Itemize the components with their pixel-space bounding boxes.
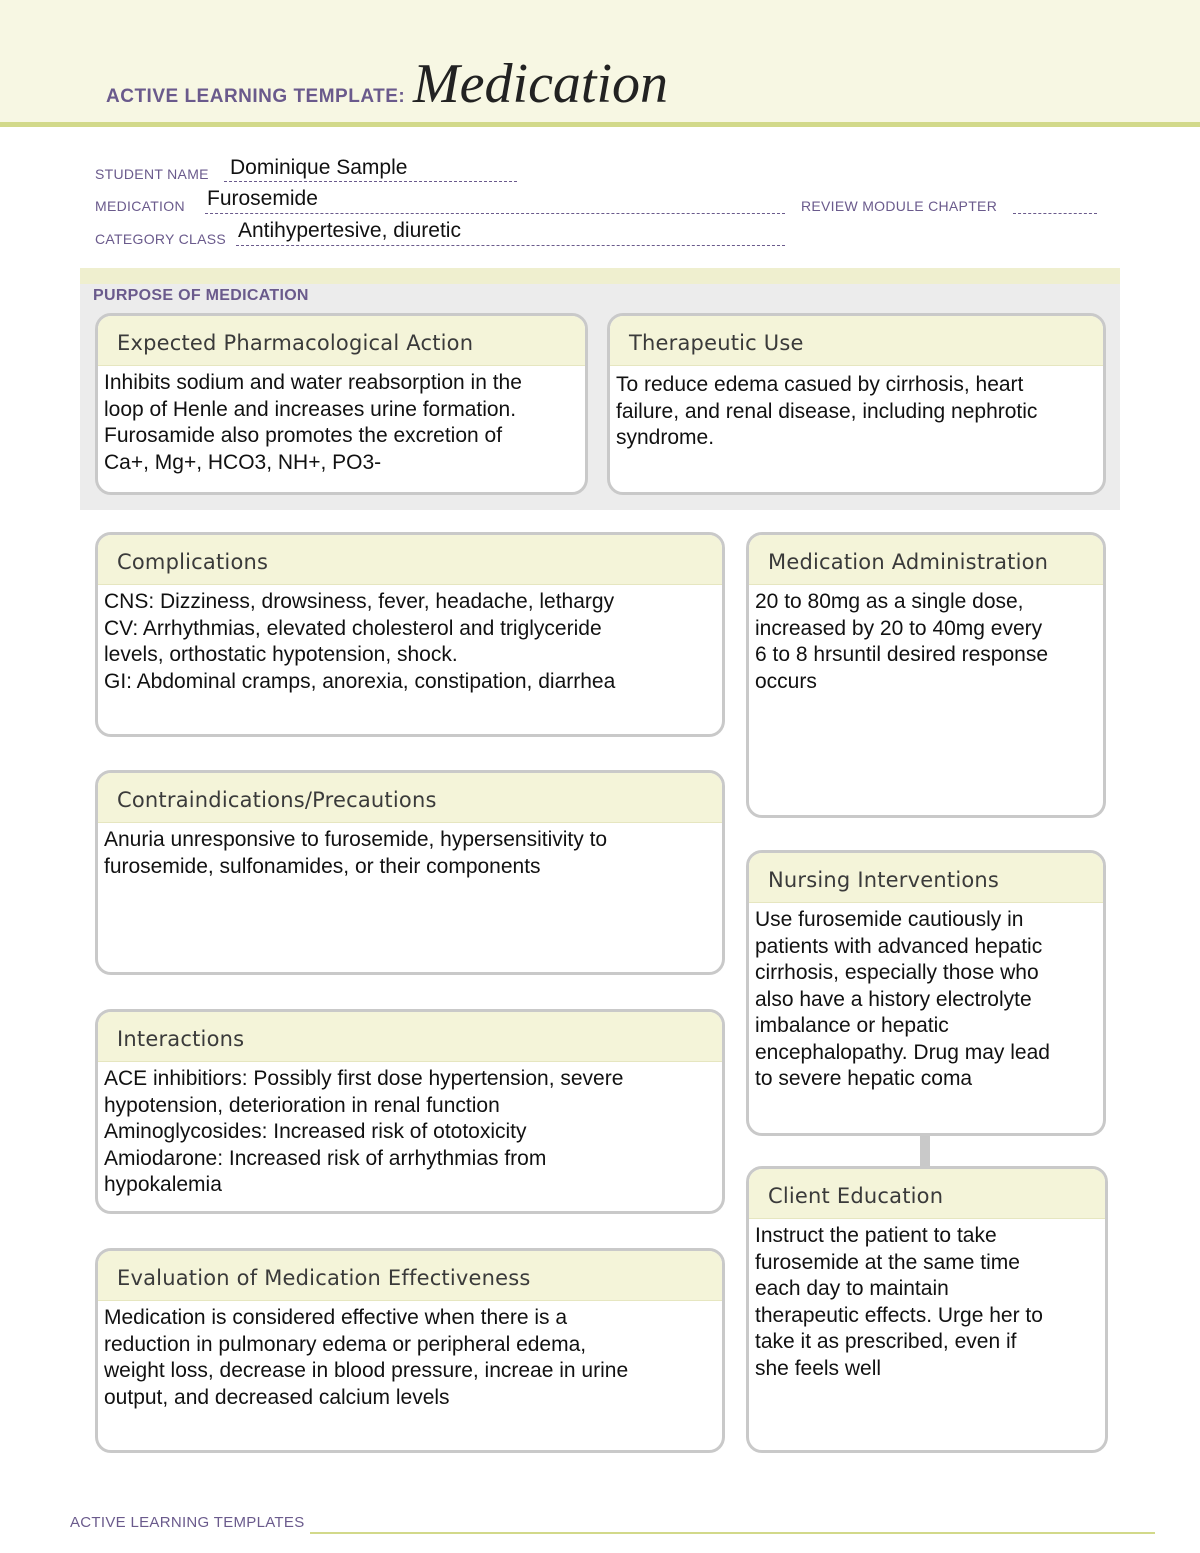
medication-field[interactable]: Furosemide — [207, 187, 318, 210]
administration-card — [746, 532, 1106, 818]
therapeutic-use-card — [607, 313, 1106, 495]
student-name-line — [224, 181, 517, 182]
evaluation-text[interactable]: Medication is considered effective when there is a reduction in pulmonary edema or peripheral edema, weight loss, decrease in blood pressure, increae in urine output, and decreased calcium levels — [104, 1306, 629, 1409]
complications-title: Complications — [98, 535, 722, 585]
therapeutic-use-title: Therapeutic Use — [610, 316, 1103, 366]
contraindications-title: Contraindications/Precautions — [98, 773, 722, 823]
interactions-text[interactable]: ACE inhibitiors: Possibly first dose hypertension, severe hypotension, deterioration in renal function Aminoglycosides: Increased risk of ototoxicity Amiodarone: Increased risk of arrhythmias from hypokalemia — [104, 1067, 624, 1196]
student-name-label: STUDENT NAME — [95, 166, 209, 182]
student-name-field[interactable]: Dominique Sample — [230, 156, 408, 179]
evaluation-card — [95, 1248, 725, 1453]
category-class-label: CATEGORY CLASS — [95, 231, 227, 247]
interactions-title: Interactions — [98, 1012, 722, 1062]
complications-card — [95, 532, 725, 737]
category-class-field[interactable]: Antihypertesive, diuretic — [238, 219, 461, 242]
medication-line — [205, 213, 785, 214]
medication-label: MEDICATION — [95, 198, 185, 214]
nursing-interventions-card — [746, 850, 1106, 1136]
purpose-heading: PURPOSE OF MEDICATION — [93, 287, 309, 304]
administration-text[interactable]: 20 to 80mg as a single dose, increased by 20 to 40mg every 6 to 8 hrsuntil desired response occurs — [755, 590, 1049, 693]
header-divider — [0, 122, 1200, 127]
template-prefix: ACTIVE LEARNING TEMPLATE: — [106, 86, 406, 107]
evaluation-title: Evaluation of Medication Effectiveness — [98, 1251, 722, 1301]
section-connector — [920, 1136, 930, 1166]
expected-action-text[interactable]: Inhibits sodium and water reabsorption in the loop of Henle and increases urine formation. Furosamide also promotes the excretion of Ca+, Mg+, HCO3, NH+, PO3- — [104, 371, 522, 474]
page-title: Medication — [413, 53, 669, 115]
contraindications-text[interactable]: Anuria unresponsive to furosemide, hypersensitivity to furosemide, sulfonamides, or their components — [104, 828, 608, 878]
client-education-card — [746, 1166, 1108, 1453]
footer-label: ACTIVE LEARNING TEMPLATES — [70, 1514, 305, 1531]
interactions-card — [95, 1009, 725, 1214]
expected-action-card — [95, 313, 588, 495]
administration-title: Medication Administration — [749, 535, 1103, 585]
nursing-interventions-text[interactable]: Use furosemide cautiously in patients with advanced hepatic cirrhosis, especially those who also have a history electrolyte imbalance or hepatic encephalopathy. Drug may lead to severe hepatic coma — [755, 908, 1050, 1090]
review-module-label: REVIEW MODULE CHAPTER — [801, 198, 998, 214]
review-module-field[interactable] — [1013, 213, 1097, 214]
contraindications-card — [95, 770, 725, 975]
therapeutic-use-text[interactable]: To reduce edema casued by cirrhosis, heart failure, and renal disease, including nephrotic syndrome. — [616, 373, 1038, 449]
category-class-line — [236, 245, 785, 246]
client-education-title: Client Education — [749, 1169, 1105, 1219]
footer-divider — [310, 1532, 1155, 1534]
client-education-text[interactable]: Instruct the patient to take furosemide at the same time each day to maintain therapeutic effects. Urge her to take it as prescribed, even if she feels well — [755, 1224, 1043, 1380]
complications-text[interactable]: CNS: Dizziness, drowsiness, fever, headache, lethargy CV: Arrhythmias, elevated cholesterol and triglyceride levels, orthostatic hypotension, shock. GI: Abdominal cramps, anorexia, constipation, diarrhea — [104, 590, 616, 693]
nursing-interventions-title: Nursing Interventions — [749, 853, 1103, 903]
expected-action-title: Expected Pharmacological Action — [98, 316, 585, 366]
